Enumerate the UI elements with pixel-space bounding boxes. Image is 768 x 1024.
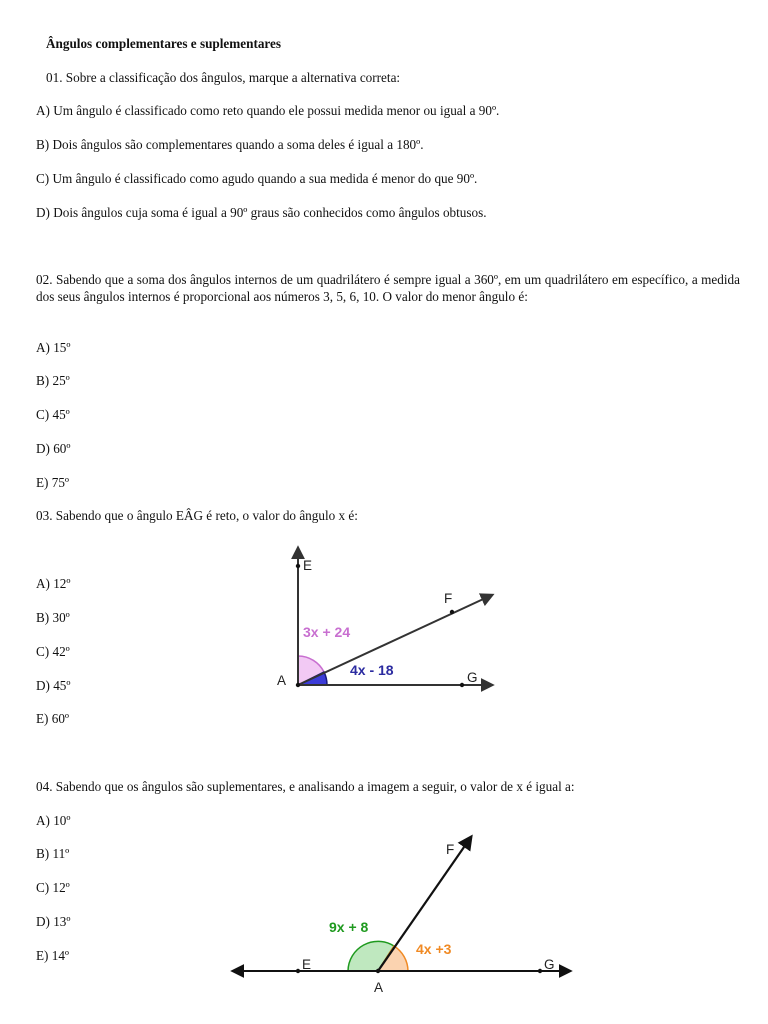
label-a: A: [374, 980, 384, 995]
question-2-option-c: C) 45º: [36, 407, 70, 422]
label-f: F: [446, 842, 455, 857]
question-3-option-d: D) 45º: [36, 678, 71, 693]
point-g: [538, 969, 542, 973]
angle-fag-label: 4x - 18: [350, 662, 394, 678]
label-g: G: [544, 957, 555, 972]
question-4-option-c: C) 12º: [36, 880, 70, 895]
question-2-option-a: A) 15º: [36, 340, 71, 355]
label-g: G: [467, 670, 478, 685]
question-4-option-b: B) 11º: [36, 846, 70, 861]
question-3-prompt: 03. Sabendo que o ângulo EÂG é reto, o valor do ângulo x é:: [36, 508, 358, 523]
question-2-option-d: D) 60º: [36, 441, 71, 456]
question-2-option-b: B) 25º: [36, 373, 70, 388]
question-4-option-d: D) 13º: [36, 914, 71, 929]
question-4-option-a: A) 10º: [36, 813, 71, 828]
angle-eaf-label: 3x + 24: [303, 624, 351, 640]
question-1-prompt: 01. Sobre a classificação dos ângulos, marque a alternativa correta:: [46, 70, 401, 85]
question-3-option-e: E) 60º: [36, 711, 70, 726]
label-e: E: [302, 957, 312, 972]
question-3-option-a: A) 12º: [36, 576, 71, 591]
question-4-option-e: E) 14º: [36, 948, 70, 963]
question-2-prompt: 02. Sabendo que a soma dos ângulos internos de um quadrilátero é sempre igual a 360º, em um quadrilátero em específico, a medida dos seus ângulos internos é proporcional aos números 3, 5, 6, 10. O valor do menor ângulo é:: [36, 272, 740, 304]
question-1-option-b: B) Dois ângulos são complementares quando a soma deles é igual a 180º.: [36, 137, 424, 152]
page-title: Ângulos complementares e suplementares: [46, 36, 282, 51]
point-e: [296, 969, 300, 973]
question-1-option-a: A) Um ângulo é classificado como reto quando ele possui medida menor ou igual a 90º.: [36, 103, 500, 118]
angle-eaf-label: 9x + 8: [329, 919, 369, 935]
question-1-option-c: C) Um ângulo é classificado como agudo quando a sua medida é menor do que 90º.: [36, 171, 478, 186]
point-a: [376, 969, 380, 973]
angle-fag-label: 4x +3: [416, 941, 452, 957]
question-3-option-b: B) 30º: [36, 610, 70, 625]
label-f: F: [444, 591, 453, 606]
question-2-option-e: E) 75º: [36, 475, 70, 490]
label-e: E: [303, 558, 313, 573]
question-1-option-d: D) Dois ângulos cuja soma é igual a 90º graus são conhecidos como ângulos obtusos.: [36, 205, 487, 220]
question-4-prompt: 04. Sabendo que os ângulos são suplementares, e analisando a imagem a seguir, o valor de x é igual a:: [36, 779, 575, 794]
label-a: A: [277, 673, 287, 688]
question-3-option-c: C) 42º: [36, 644, 70, 659]
